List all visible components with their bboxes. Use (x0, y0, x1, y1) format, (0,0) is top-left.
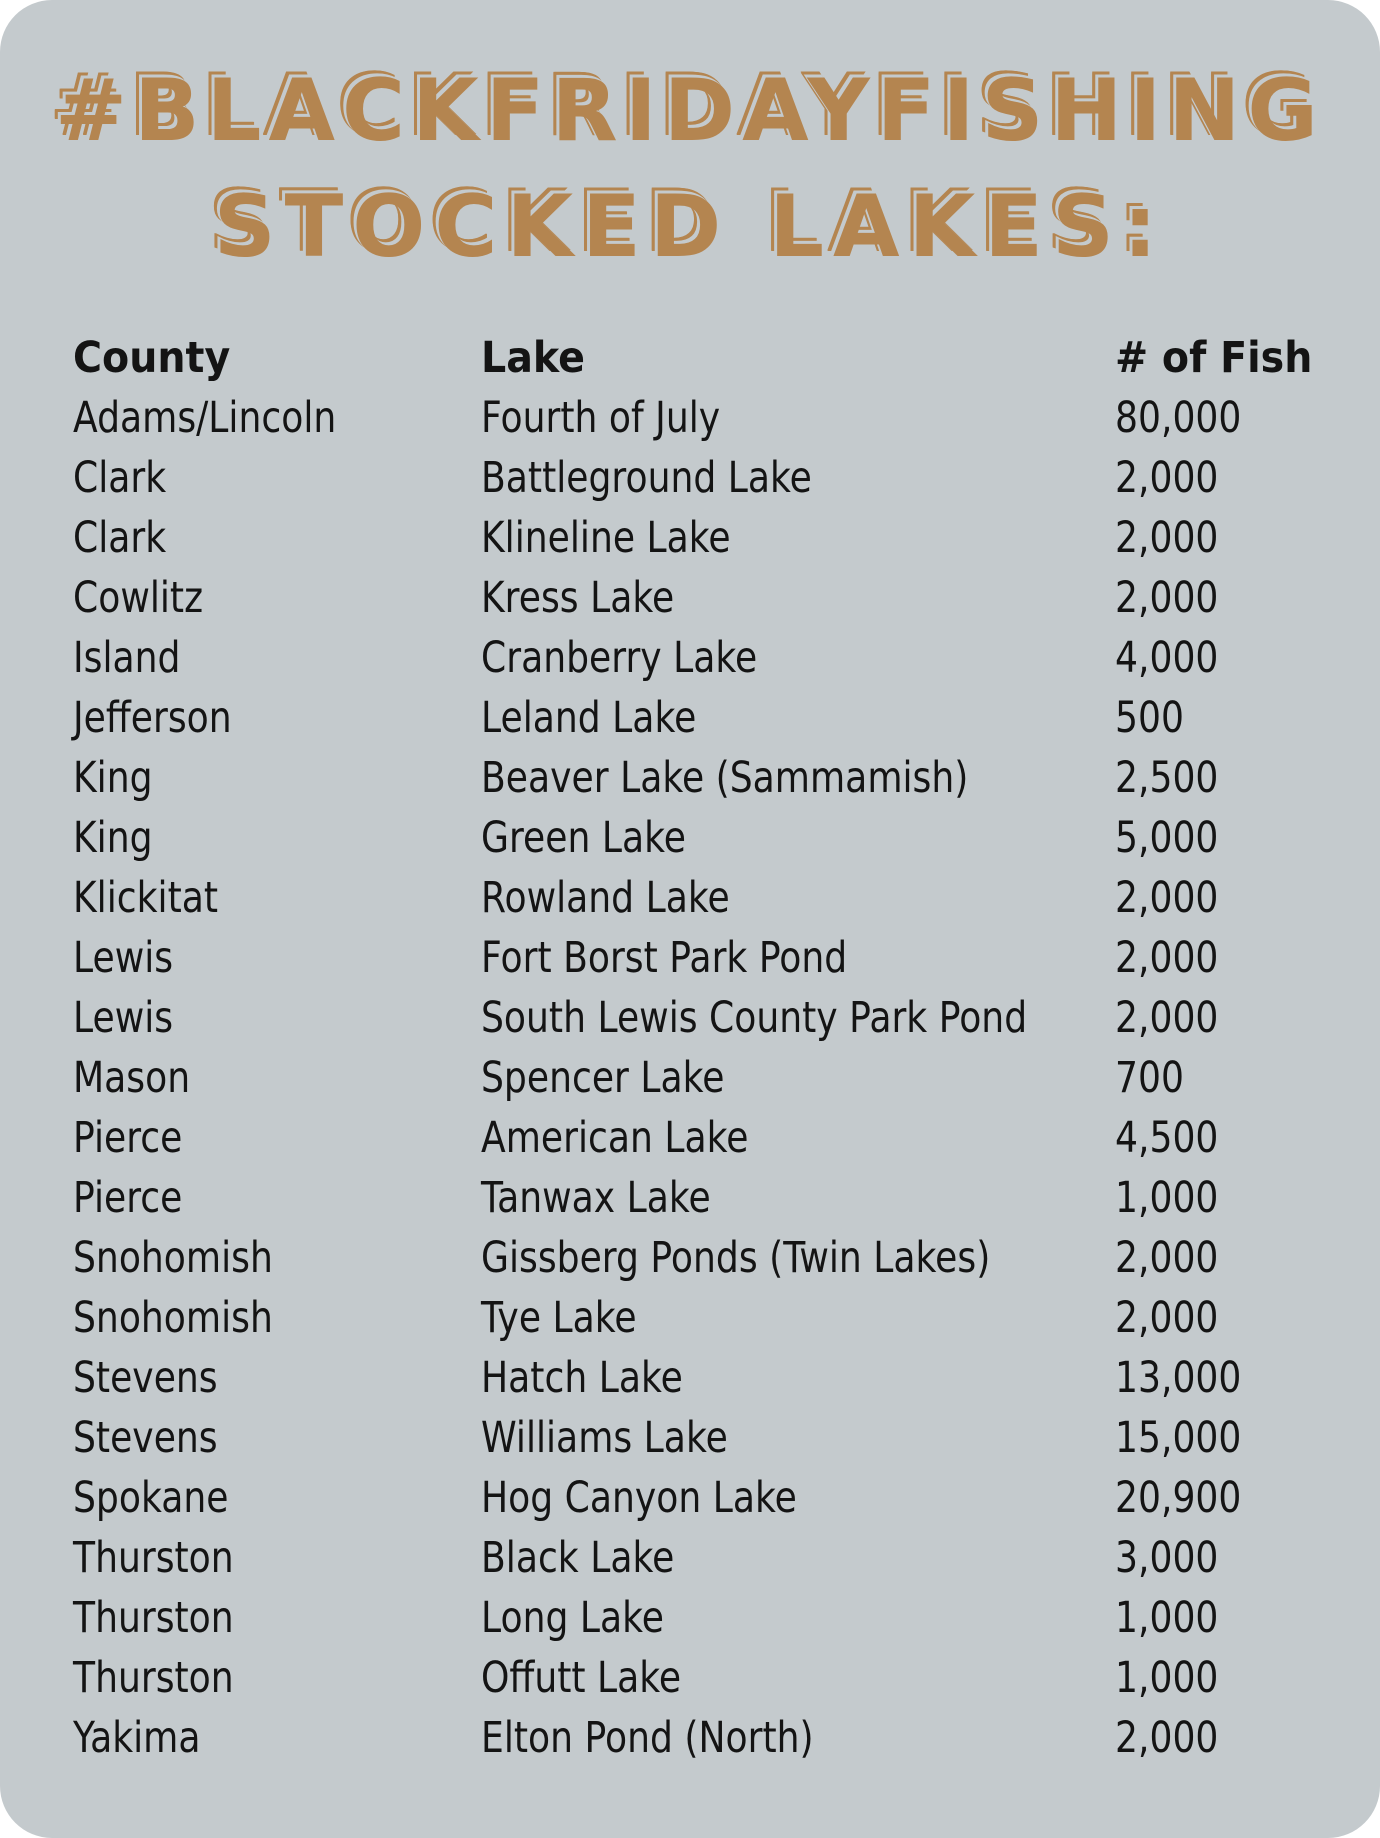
table-row (73, 1048, 1343, 1108)
cell-county: Spokane (73, 1473, 229, 1523)
cell-county: Pierce (73, 1173, 183, 1223)
cell-fish-count: 2,000 (1115, 453, 1219, 503)
cell-lake: Long Lake (481, 1593, 665, 1643)
stocked-lakes-table (73, 328, 1343, 1768)
cell-fish-count: 2,000 (1115, 1293, 1219, 1343)
cell-fish-count: 1,000 (1115, 1593, 1219, 1643)
table-row (73, 1588, 1343, 1648)
cell-fish-count: 2,000 (1115, 1233, 1219, 1283)
cell-lake: American Lake (481, 1113, 749, 1163)
cell-county: King (73, 753, 153, 803)
cell-lake: Tanwax Lake (481, 1173, 711, 1223)
cell-lake: Rowland Lake (481, 873, 730, 923)
cell-fish-count: 2,000 (1115, 933, 1219, 983)
cell-lake: Cranberry Lake (481, 633, 758, 683)
cell-fish-count: 700 (1115, 1053, 1184, 1103)
cell-lake: Hog Canyon Lake (481, 1473, 797, 1523)
table-row (73, 388, 1343, 448)
cell-fish-count: 20,900 (1115, 1473, 1242, 1523)
table-row (73, 628, 1343, 688)
header-county: County (73, 333, 231, 383)
cell-county: Cowlitz (73, 573, 204, 623)
table-row (73, 1408, 1343, 1468)
cell-county: Snohomish (73, 1293, 273, 1343)
table-header-row (73, 328, 1343, 388)
cell-fish-count: 2,500 (1115, 753, 1219, 803)
table-row (73, 568, 1343, 628)
cell-lake: Tye Lake (481, 1293, 637, 1343)
cell-lake: Green Lake (481, 813, 686, 863)
table-row (73, 1648, 1343, 1708)
cell-county: Pierce (73, 1113, 183, 1163)
cell-lake: Battleground Lake (481, 453, 812, 503)
cell-fish-count: 2,000 (1115, 873, 1219, 923)
cell-lake: Spencer Lake (481, 1053, 725, 1103)
table-row (73, 1468, 1343, 1528)
cell-fish-count: 2,000 (1115, 1713, 1219, 1763)
table-row (73, 1168, 1343, 1228)
cell-county: Island (73, 633, 181, 683)
cell-lake: Black Lake (481, 1533, 675, 1583)
table-row (73, 1528, 1343, 1588)
cell-lake: Elton Pond (North) (481, 1713, 814, 1763)
cell-fish-count: 500 (1115, 693, 1184, 743)
cell-lake: Williams Lake (481, 1413, 728, 1463)
table-row (73, 808, 1343, 868)
cell-county: Jefferson (73, 693, 232, 743)
cell-county: Yakima (73, 1713, 201, 1763)
table-row (73, 748, 1343, 808)
table-row (73, 868, 1343, 928)
table-row (73, 448, 1343, 508)
header-fish-count: # of Fish (1115, 333, 1313, 383)
cell-lake: Fourth of July (481, 393, 721, 443)
header-lake: Lake (481, 333, 585, 383)
cell-county: Adams/Lincoln (73, 393, 337, 443)
cell-fish-count: 1,000 (1115, 1173, 1219, 1223)
cell-fish-count: 5,000 (1115, 813, 1219, 863)
cell-county: Snohomish (73, 1233, 273, 1283)
cell-fish-count: 3,000 (1115, 1533, 1219, 1583)
cell-lake: Gissberg Ponds (Twin Lakes) (481, 1233, 991, 1283)
table-row (73, 988, 1343, 1048)
cell-lake: Offutt Lake (481, 1653, 682, 1703)
title-subtitle: STOCKED LAKES: (213, 177, 1167, 277)
cell-lake: Hatch Lake (481, 1353, 683, 1403)
cell-lake: South Lewis County Park Pond (481, 993, 1028, 1043)
cell-fish-count: 4,500 (1115, 1113, 1219, 1163)
title-hashtag: #BLACKFRIDAYFISHING (55, 61, 1325, 161)
table-row (73, 928, 1343, 988)
cell-fish-count: 2,000 (1115, 573, 1219, 623)
table-body (73, 388, 1343, 1768)
table-row (73, 1708, 1343, 1768)
cell-lake: Kress Lake (481, 573, 675, 623)
table-row (73, 688, 1343, 748)
cell-county: Clark (73, 513, 167, 563)
cell-county: Klickitat (73, 873, 219, 923)
table-row (73, 1228, 1343, 1288)
table-row (73, 1108, 1343, 1168)
cell-county: Clark (73, 453, 167, 503)
cell-fish-count: 13,000 (1115, 1353, 1242, 1403)
table-row (73, 1348, 1343, 1408)
cell-fish-count: 4,000 (1115, 633, 1219, 683)
cell-county: Lewis (73, 933, 174, 983)
cell-county: Mason (73, 1053, 191, 1103)
cell-fish-count: 2,000 (1115, 513, 1219, 563)
cell-lake: Beaver Lake (Sammamish) (481, 753, 969, 803)
cell-county: Thurston (73, 1593, 234, 1643)
table-row (73, 508, 1343, 568)
cell-county: Thurston (73, 1533, 234, 1583)
cell-county: Stevens (73, 1413, 218, 1463)
cell-county: Thurston (73, 1653, 234, 1703)
cell-fish-count: 2,000 (1115, 993, 1219, 1043)
table-row (73, 1288, 1343, 1348)
cell-lake: Leland Lake (481, 693, 697, 743)
cell-county: King (73, 813, 153, 863)
cell-lake: Fort Borst Park Pond (481, 933, 848, 983)
cell-fish-count: 80,000 (1115, 393, 1242, 443)
cell-fish-count: 1,000 (1115, 1653, 1219, 1703)
cell-county: Stevens (73, 1353, 218, 1403)
cell-fish-count: 15,000 (1115, 1413, 1242, 1463)
cell-county: Lewis (73, 993, 174, 1043)
cell-lake: Klineline Lake (481, 513, 731, 563)
